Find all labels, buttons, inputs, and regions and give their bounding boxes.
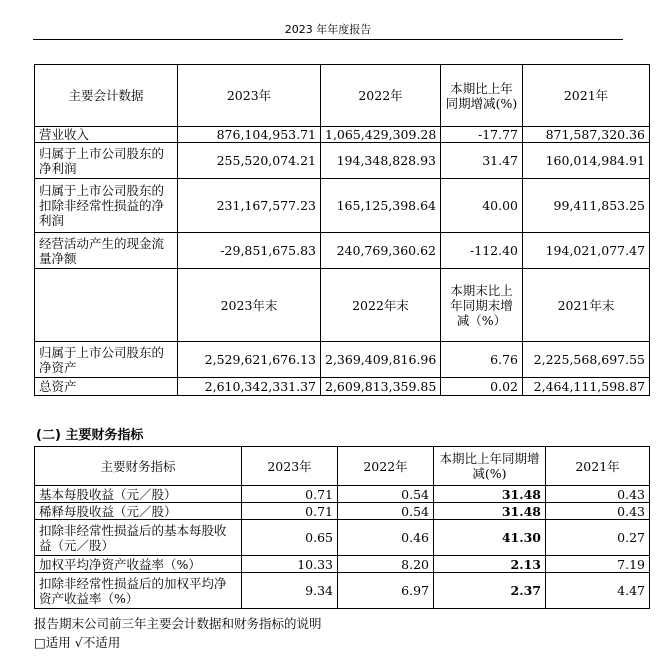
section-title: (二) 主要财务指标 xyxy=(36,428,144,443)
value-cell: 194,021,077.47 xyxy=(523,233,650,269)
table-row xyxy=(35,520,650,556)
value-cell: 2.37 xyxy=(434,573,546,609)
row-label: 营业收入 xyxy=(35,127,178,143)
value-cell: 2,610,342,331.37 xyxy=(178,378,321,396)
row-label: 归属于上市公司股东的净利润 xyxy=(35,143,178,179)
value-cell: 0.65 xyxy=(242,520,338,556)
value-cell: 31.47 xyxy=(441,143,523,179)
table-row xyxy=(35,342,650,378)
explanation-note: 报告期末公司前三年主要会计数据和财务指标的说明 xyxy=(34,616,322,631)
page-header: 2023 年年度报告 xyxy=(33,20,623,40)
value-cell: 6.97 xyxy=(338,573,434,609)
value-cell: 2,529,621,676.13 xyxy=(178,342,321,378)
value-cell: 2,464,111,598.87 xyxy=(523,378,650,396)
value-cell: 876,104,953.71 xyxy=(178,127,321,143)
row-label: 归属于上市公司股东的扣除非经常性损益的净利润 xyxy=(35,179,178,233)
table-row xyxy=(35,179,650,233)
value-cell: -112.40 xyxy=(441,233,523,269)
table-row xyxy=(35,573,650,609)
value-cell: 4.47 xyxy=(546,573,650,609)
row-label: 扣除非经常性损益后的加权平均净资产收益率（%） xyxy=(35,573,242,609)
value-cell: 1,065,429,309.28 xyxy=(321,127,441,143)
value-cell: 31.48 xyxy=(434,486,546,503)
table-row xyxy=(35,378,650,396)
value-cell: -29,851,675.83 xyxy=(178,233,321,269)
header-cell: 主要财务指标 xyxy=(35,447,242,486)
header-cell: 2023年 xyxy=(178,65,321,127)
row-label: 加权平均净资产收益率（%） xyxy=(35,556,242,573)
value-cell: 240,769,360.62 xyxy=(321,233,441,269)
main-financial-indicators-table xyxy=(34,446,650,609)
table-header-row xyxy=(35,447,650,486)
header-cell: 2022年 xyxy=(321,65,441,127)
value-cell: 2.13 xyxy=(434,556,546,573)
value-cell: 0.54 xyxy=(338,503,434,520)
value-cell: 0.27 xyxy=(546,520,650,556)
value-cell: 165,125,398.64 xyxy=(321,179,441,233)
value-cell: 8.20 xyxy=(338,556,434,573)
applicability-checkbox-line: □适用 √不适用 xyxy=(34,635,121,650)
value-cell: 99,411,853.25 xyxy=(523,179,650,233)
header-cell: 2021年末 xyxy=(523,269,650,342)
table-subheader-row xyxy=(35,269,650,342)
row-label: 经营活动产生的现金流量净额 xyxy=(35,233,178,269)
value-cell: 7.19 xyxy=(546,556,650,573)
header-cell: 2023年末 xyxy=(178,269,321,342)
value-cell: -17.77 xyxy=(441,127,523,143)
table-row xyxy=(35,233,650,269)
header-cell xyxy=(35,269,178,342)
value-cell: 0.43 xyxy=(546,503,650,520)
value-cell: 231,167,577.23 xyxy=(178,179,321,233)
table-row xyxy=(35,127,650,143)
value-cell: 255,520,074.21 xyxy=(178,143,321,179)
value-cell: 871,587,320.36 xyxy=(523,127,650,143)
header-cell: 2022年末 xyxy=(321,269,441,342)
value-cell: 0.71 xyxy=(242,503,338,520)
header-cell: 2021年 xyxy=(523,65,650,127)
header-cell: 本期比上年同期增减(%) xyxy=(434,447,546,486)
value-cell: 2,225,568,697.55 xyxy=(523,342,650,378)
header-cell: 主要会计数据 xyxy=(35,65,178,127)
table-row xyxy=(35,503,650,520)
value-cell: 41.30 xyxy=(434,520,546,556)
value-cell: 6.76 xyxy=(441,342,523,378)
header-cell: 2023年 xyxy=(242,447,338,486)
table-header-row xyxy=(35,65,650,127)
value-cell: 0.02 xyxy=(441,378,523,396)
value-cell: 40.00 xyxy=(441,179,523,233)
value-cell: 0.46 xyxy=(338,520,434,556)
row-label: 稀释每股收益（元／股） xyxy=(35,503,242,520)
row-label: 基本每股收益（元／股） xyxy=(35,486,242,503)
value-cell: 2,609,813,359.85 xyxy=(321,378,441,396)
header-cell: 本期末比上年同期末增减（%） xyxy=(441,269,523,342)
header-cell: 2022年 xyxy=(338,447,434,486)
header-cell: 2021年 xyxy=(546,447,650,486)
table-row xyxy=(35,486,650,503)
value-cell: 2,369,409,816.96 xyxy=(321,342,441,378)
value-cell: 0.43 xyxy=(546,486,650,503)
table-row xyxy=(35,143,650,179)
value-cell: 9.34 xyxy=(242,573,338,609)
row-label: 总资产 xyxy=(35,378,178,396)
value-cell: 0.54 xyxy=(338,486,434,503)
value-cell: 31.48 xyxy=(434,503,546,520)
value-cell: 0.71 xyxy=(242,486,338,503)
row-label: 扣除非经常性损益后的基本每股收益（元／股） xyxy=(35,520,242,556)
value-cell: 10.33 xyxy=(242,556,338,573)
table-row xyxy=(35,556,650,573)
value-cell: 160,014,984.91 xyxy=(523,143,650,179)
main-accounting-data-table xyxy=(34,64,650,396)
header-cell: 本期比上年同期增减(%) xyxy=(441,65,523,127)
row-label: 归属于上市公司股东的净资产 xyxy=(35,342,178,378)
value-cell: 194,348,828.93 xyxy=(321,143,441,179)
